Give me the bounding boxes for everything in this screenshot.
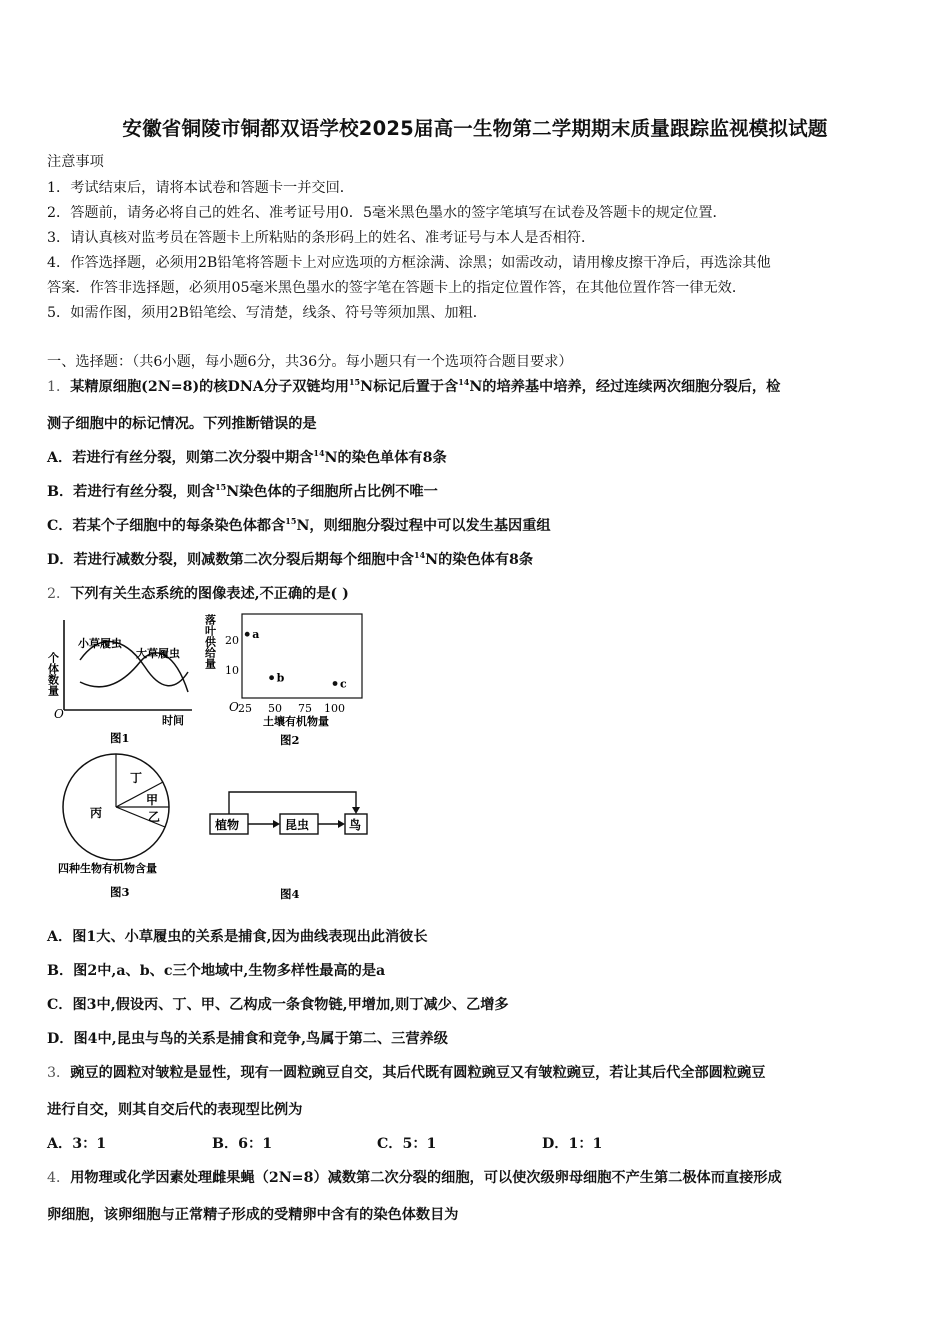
- fig2-xtick: 100: [324, 702, 345, 715]
- question-2-option-a: A．图1大、小草履虫的关系是捕食,因为曲线表现出此消彼长: [47, 929, 428, 945]
- fig2-point-label: a: [252, 628, 260, 642]
- question-number: 1．: [47, 379, 71, 395]
- notice-heading: 注意事项: [47, 154, 104, 170]
- question-3-option-a: A．3：1: [47, 1136, 107, 1152]
- fig1-caption: 图1: [110, 731, 130, 745]
- question-1-option-d: D．若进行减数分裂，则减数第二次分裂后期每个细胞中含$^{14}$N的染色体有8条: [47, 550, 534, 568]
- fig2-ytick: 10: [225, 664, 239, 677]
- fig2-point-label: b: [276, 671, 285, 685]
- fig4-node-label: 昆虫: [285, 818, 310, 832]
- question-1-stem-line2: 测子细胞中的标记情况。下列推断错误的是: [47, 416, 317, 432]
- notice-item: 3．请认真核对监考员在答题卡上所粘贴的条形码上的姓名、准考证号与本人是否相符．: [47, 230, 596, 246]
- figure-3: [50, 752, 190, 902]
- page-title: 安徽省铜陵市铜都双语学校2025届高一生物第二学期期末质量跟踪监视模拟试题: [122, 117, 828, 140]
- fig1-xlabel: 时间: [162, 714, 184, 727]
- section-heading: 一、选择题：（共6小题，每小题6分，共36分。每小题只有一个选项符合题目要求）: [47, 354, 573, 370]
- fig3-caption: 图3: [110, 885, 130, 899]
- fig4-node-label: 植物: [215, 818, 240, 832]
- question-3-stem: 3．豌豆的圆粒对皱粒是显性，现有一圆粒豌豆自交，其后代既有圆粒豌豆又有皱粒豌豆，若让其后代全部圆粒豌豆: [47, 1065, 766, 1081]
- question-3-option-c: C．5：1: [377, 1136, 437, 1152]
- notice-item: 1．考试结束后，请将本试卷和答题卡一并交回．: [47, 180, 354, 196]
- fig1-curve-small-label: 小草履虫: [78, 637, 122, 650]
- notice-item: 4．作答选择题，必须用2B铅笔将答题卡上对应选项的方框涂满、涂黑；如需改动，请用橡皮擦干净后，再选涂其他: [47, 255, 771, 271]
- fig2-xtick: 50: [268, 702, 282, 715]
- question-2-option-d: D．图4中,昆虫与鸟的关系是捕食和竞争,鸟属于第二、三营养级: [47, 1031, 448, 1047]
- fig3-slice-label: 丙: [90, 806, 103, 820]
- question-3-option-d: D．1：1: [542, 1136, 603, 1152]
- question-4-stem: 4．用物理或化学因素处理雌果蝇（2N=8）减数第二次分裂的细胞，可以使次级卵母细胞不产生第二极体而直接形成: [47, 1170, 782, 1186]
- notice-item: 5．如需作图，须用2B铅笔绘、写清楚，线条、符号等须加黑、加粗．: [47, 305, 487, 321]
- fig2-xtick: 25: [238, 702, 252, 715]
- fig3-slice-label: 甲: [146, 793, 159, 807]
- question-1-option-a: A．若进行有丝分裂，则第二次分裂中期含$^{14}$N的染色单体有8条: [47, 448, 447, 466]
- question-2-option-c: C．图3中,假设丙、丁、甲、乙构成一条食物链,甲增加,则丁减少、乙增多: [47, 997, 509, 1013]
- fig1-curve-large-label: 大草履虫: [136, 647, 180, 660]
- figure-4: [200, 780, 380, 902]
- notice-item: 2．答题前，请务必将自己的姓名、准考证号用0．5毫米黑色墨水的签字笔填写在试卷及答题卡的规定位置．: [47, 205, 727, 221]
- question-3-stem-line2: 进行自交，则其自交后代的表现型比例为: [47, 1102, 303, 1118]
- figure-1: [40, 612, 200, 752]
- fig2-origin: O: [229, 700, 239, 714]
- fig3-slice-label: 乙: [148, 810, 161, 824]
- fig2-point-label: c: [340, 677, 347, 691]
- fig2-xlabel: 土壤有机物量: [263, 715, 329, 728]
- fig4-arrowhead: [273, 820, 280, 828]
- notice-item: 答案．作答非选择题，必须用05毫米黑色墨水的签字笔在答题卡上的指定位置作答，在其他位置作答一律无效．: [47, 280, 747, 296]
- fig4-arrowhead: [352, 807, 360, 814]
- figure-2: [205, 606, 385, 748]
- question-1-option-c: C．若某个子细胞中的每条染色体都含$^{15}$N，则细胞分裂过程中可以发生基因重组: [47, 516, 551, 534]
- fig4-arrowhead: [338, 820, 345, 828]
- fig2-ylabel: 落叶供给量: [203, 614, 217, 669]
- fig4-arrow: [229, 792, 356, 814]
- question-1-stem: 1．某精原细胞(2N=8)的核DNA分子双链均用$^{15}$N标记后置于含$^{14}$N的培养基中培养，经过连续两次细胞分裂后，检: [47, 377, 781, 395]
- question-number: 2．: [47, 586, 71, 602]
- fig1-ylabel: 个体数量: [46, 652, 60, 696]
- fig2-point-a: [245, 632, 250, 637]
- fig4-caption: 图4: [280, 887, 300, 901]
- question-number: 3．: [47, 1065, 71, 1081]
- fig2-point-b: [269, 675, 274, 680]
- question-1-option-b: B．若进行有丝分裂，则含$^{15}$N染色体的子细胞所占比例不唯一: [47, 482, 438, 500]
- question-3-option-b: B．6：1: [212, 1136, 273, 1152]
- fig3-label: 四种生物有机物含量: [58, 862, 157, 875]
- fig2-caption: 图2: [280, 733, 300, 747]
- fig3-slice-label: 丁: [130, 771, 143, 785]
- fig2-point-c: [333, 681, 338, 686]
- question-4-stem-line2: 卵细胞，该卵细胞与正常精子形成的受精卵中含有的染色体数目为: [47, 1207, 459, 1223]
- fig2-ytick: 20: [225, 634, 239, 647]
- question-2-option-b: B．图2中,a、b、c三个地域中,生物多样性最高的是a: [47, 963, 386, 979]
- question-number: 4．: [47, 1170, 71, 1186]
- question-2-stem: 2．下列有关生态系统的图像表述,不正确的是( ): [47, 586, 349, 602]
- fig1-origin: O: [54, 707, 64, 721]
- fig4-node-label: 鸟: [349, 818, 362, 832]
- fig2-xtick: 75: [298, 702, 312, 715]
